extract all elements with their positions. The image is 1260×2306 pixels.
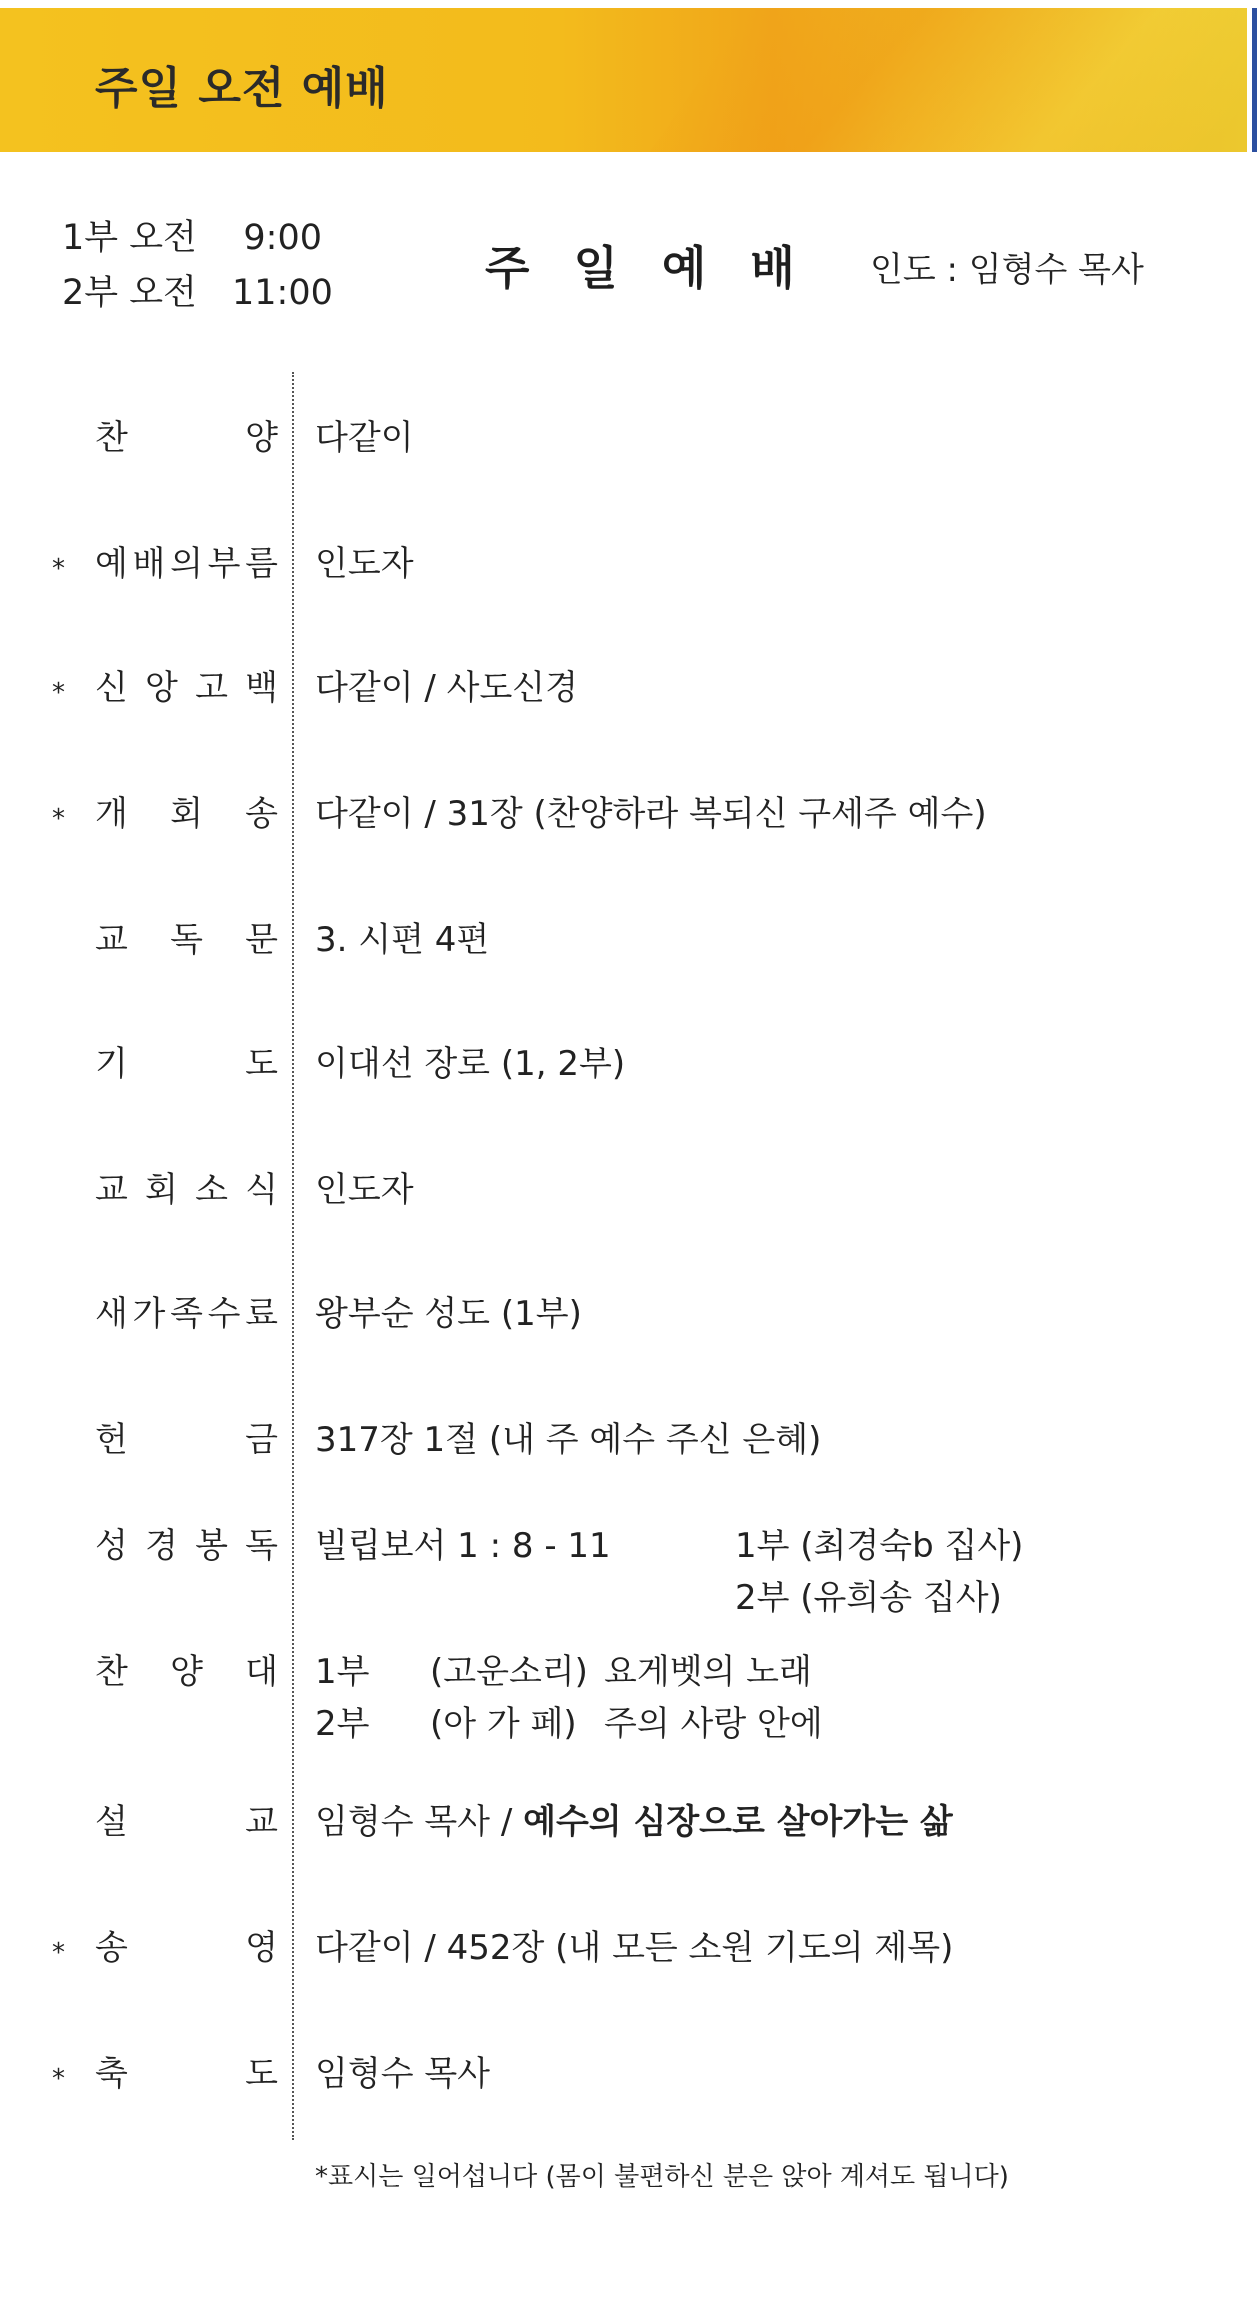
order-content [315,2050,490,2098]
order-label-char: 앙 [145,668,178,708]
order-content-text: 이대선 장로 (1, 2부) [315,1044,626,1084]
order-content [315,1648,369,1696]
order-content [315,916,489,964]
order-label-char: 도 [245,1044,278,1084]
order-content-text: 다같이 / 31장 (찬양하라 복되신 구세주 예수) [315,794,987,834]
order-label-char: 수 [207,1294,241,1334]
order-content-text: 1부 [315,1652,370,1692]
stand-marker: * [52,1938,65,1968]
order-content-text: 다같이 / 452장 (내 모든 소원 기도의 제목) [315,1928,954,1968]
order-content [315,1166,414,1214]
edge-line [1252,8,1257,152]
order-label-char: 문 [245,920,278,960]
sermon-title: 예수의 심장으로 살아가는 삶 [523,1802,953,1842]
order-row [0,916,1260,972]
order-row [0,540,1260,596]
order-label-char: 송 [245,794,278,834]
order-label-char: 배 [132,544,166,584]
order-content [315,1416,821,1464]
order-label-char: 고 [195,668,228,708]
order-content-text: 다같이 [315,418,414,458]
order-label-char: 양 [245,418,278,458]
order-row [0,414,1260,470]
order-label [95,1416,278,1464]
order-label-char: 송 [95,1928,128,1968]
order-label-char: 금 [245,1420,278,1460]
order-content-text: 인도자 [315,1170,414,1210]
order-label-char: 교 [95,1170,128,1210]
schedule-1-time: 9:00 [243,218,322,258]
stand-marker: * [52,804,65,834]
schedule-2-time: 11:00 [232,273,333,313]
order-label-char: 헌 [95,1420,128,1460]
order-label-char: 개 [95,794,128,834]
order-content [315,1522,611,1570]
order-label-char: 교 [95,920,128,960]
leader: 인도 : 임형수 목사 [870,250,1144,290]
order-label-char: 름 [245,544,278,584]
order-label-char: 성 [95,1526,128,1566]
order-label-char: 부 [207,544,241,584]
order-content [315,414,414,462]
order-content-text: 3. 시편 4편 [315,920,490,960]
banner-shade [650,8,1247,152]
schedule-1-label: 1부 오전 [62,218,197,258]
order-content-text: 임형수 목사 / [315,1802,524,1842]
order-row [0,1166,1260,1222]
order-label-char: 도 [245,2054,278,2094]
order-row [0,1040,1260,1096]
order-content [315,1798,953,1846]
order-label-char: 신 [95,668,128,708]
stand-marker: * [52,554,65,584]
order-content [315,664,578,712]
order-content-text: 임형수 목사 [315,2054,491,2094]
header-banner [0,8,1247,152]
order-row [0,1924,1260,1980]
choir-2-part: 2부 [315,1704,370,1744]
order-label-char: 교 [245,1802,278,1842]
choir-1-song: 요게벳의 노래 [604,1652,812,1692]
order-label [95,540,278,588]
order-label-char: 독 [245,1526,278,1566]
order-label-char: 경 [145,1526,178,1566]
order-label-char: 의 [170,544,203,584]
order-row [0,2050,1260,2106]
order-label-char: 백 [245,668,278,708]
order-label [95,2050,278,2098]
order-content [315,1924,953,1972]
schedule-2 [62,265,333,315]
order-content-text: 빌립보서 1 : 8 - 11 [315,1526,611,1566]
order-label [95,664,278,712]
order-content [315,790,987,838]
order-label-char: 소 [195,1170,228,1210]
schedule-2-label: 2부 오전 [62,273,197,313]
order-label-char: 봉 [195,1526,228,1566]
order-label [95,1924,278,1972]
stand-marker: * [52,678,65,708]
order-label-char: 양 [170,1652,203,1692]
order-content-text: 다같이 / 사도신경 [315,668,578,708]
order-label [95,916,278,964]
order-label [95,414,278,462]
order-label [95,1166,278,1214]
order-label [95,1522,278,1570]
order-row [0,1290,1260,1346]
order-content-text: 317장 1절 (내 주 예수 주신 은혜) [315,1420,822,1460]
choir-2-group: (아 가 페) [430,1704,577,1744]
order-label [95,790,278,838]
order-label-char: 영 [245,1928,278,1968]
order-label-char: 찬 [95,1652,128,1692]
order-row [0,1798,1260,1854]
order-label-char: 예 [95,544,128,584]
order-label [95,1648,278,1696]
order-label-char: 회 [170,794,203,834]
order-label-char: 설 [95,1802,128,1842]
order-label-char: 축 [95,2054,128,2094]
order-label-char: 족 [170,1294,203,1334]
order-row [0,790,1260,846]
order-row [0,1416,1260,1472]
footnote: *표시는 일어섭니다 (몸이 불편하신 분은 앉아 계셔도 됩니다) [315,2162,1009,2192]
reader-1: 1부 (최경숙b 집사) [735,1526,1024,1566]
order-label-char: 기 [95,1044,128,1084]
order-label-char: 료 [245,1294,278,1334]
order-row [0,1522,1260,1578]
dotted-divider [292,372,294,2140]
choir-2-song: 주의 사랑 안에 [604,1704,823,1744]
order-content [315,1040,625,1088]
order-label [95,1040,278,1088]
banner-title: 주일 오전 예배 [95,63,389,114]
reader-2: 2부 (유희송 집사) [735,1578,1002,1618]
order-content-text: 왕부순 성도 (1부) [315,1294,582,1334]
order-label-char: 대 [245,1652,278,1692]
schedule-1 [62,210,322,260]
choir-1-group: (고운소리) [430,1652,588,1692]
order-row [0,664,1260,720]
order-label-char: 식 [245,1170,278,1210]
stand-marker: * [52,2064,65,2094]
service-title: 주 일 예 배 [485,241,809,295]
order-label-char: 찬 [95,418,128,458]
order-label-char: 가 [132,1294,166,1334]
order-label-char: 회 [145,1170,178,1210]
order-label [95,1798,278,1846]
order-content-text: 인도자 [315,544,414,584]
order-content [315,540,414,588]
order-content [315,1290,582,1338]
order-label-char: 독 [170,920,203,960]
order-label-char: 새 [95,1294,128,1334]
order-label [95,1290,278,1338]
